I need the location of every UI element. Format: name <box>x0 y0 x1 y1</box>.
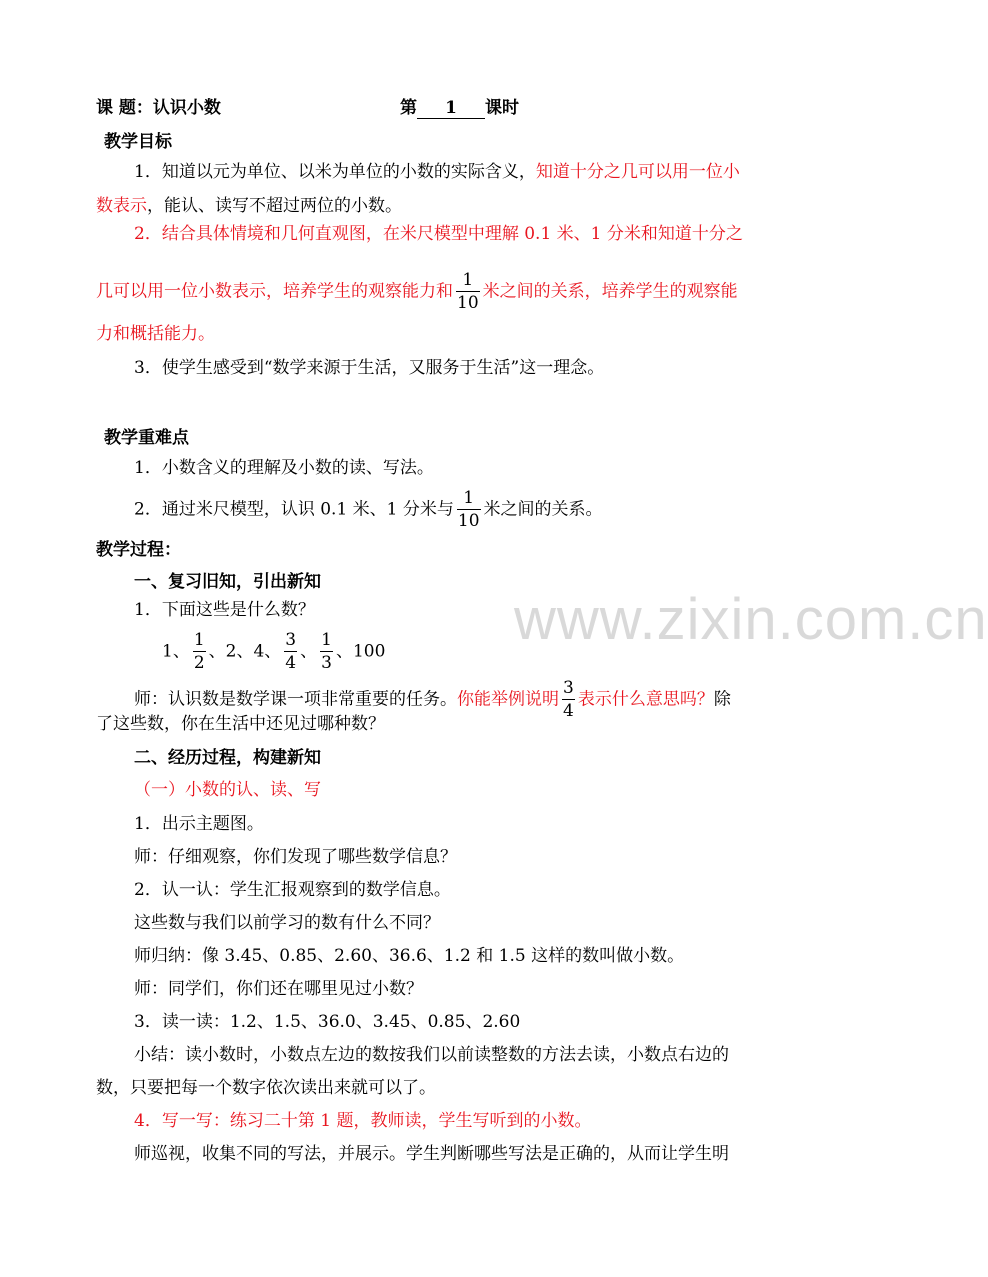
goal-1-line-2 <box>96 194 402 218</box>
teacher-circulate: 师巡视，收集不同的写法，并展示。学生判断哪些写法是正确的，从而让学生明 <box>134 1144 729 1164</box>
fraction-one-half <box>193 632 206 672</box>
goal-1-text: 1．知道以元为单位、以米为单位的小数的实际含义， <box>134 162 536 182</box>
fraction-one-tenth <box>456 272 480 312</box>
fraction-denominator: 4 <box>285 653 297 673</box>
fraction-denominator: 2 <box>193 653 205 673</box>
teacher-highlight: 你能举例说明 <box>457 689 559 710</box>
question-1: 1．下面这些是什么数？ <box>134 600 315 620</box>
step-1: 1．出示主题图。 <box>134 814 264 834</box>
goal-1-text-cont: ，能认、读写不超过两位的小数。 <box>147 196 402 216</box>
goals-heading: 教学目标 <box>104 132 172 152</box>
goal-2-text-cont: 米之间的关系，培养学生的观察能 <box>482 281 738 302</box>
goal-2-line-1: 2．结合具体情境和几何直观图，在米尺模型中理解 0.1 米、1 分米和知道十分之 <box>134 224 743 244</box>
goal-1-highlight: 知道十分之几可以用一位小 <box>535 162 740 182</box>
teacher-text-cont: 除 <box>713 689 731 710</box>
teacher-highlight-cont: 表示什么意思吗？ <box>577 689 714 710</box>
number-item: 、100 <box>335 641 386 662</box>
summary-line-1: 小结：读小数时，小数点左边的数按我们以前读整数的方法去读，小数点右边的 <box>134 1045 729 1065</box>
lesson-suffix: 课时 <box>485 98 519 118</box>
number-item: 、2、4、 <box>208 641 282 662</box>
watermark: www.zixin.com.cn <box>514 587 988 652</box>
lesson-title-label: 课 题：认识小数 <box>96 98 221 118</box>
fraction-denominator: 10 <box>457 511 480 531</box>
lesson-number-line <box>400 96 519 120</box>
number-list <box>162 632 385 672</box>
lesson-title <box>96 96 221 120</box>
step-2: 2．认一认：学生汇报观察到的数学信息。 <box>134 880 451 900</box>
fraction-numerator: 1 <box>321 630 332 650</box>
question-difference: 这些数与我们以前学习的数有什么不同？ <box>134 913 440 933</box>
fraction-numerator: 1 <box>462 270 474 290</box>
section-1-heading: 一、复习旧知，引出新知 <box>134 572 321 592</box>
fraction-denominator: 3 <box>321 653 332 673</box>
goal-2-line-3: 力和概括能力。 <box>96 324 215 344</box>
goal-3: 3．使学生感受到“数学来源于生活，又服务于生活”这一理念。 <box>134 358 605 378</box>
step-3: 3．读一读：1.2、1.5、36.0、3.45、0.85、2.60 <box>134 1012 521 1032</box>
keypoint-2 <box>134 490 603 530</box>
fraction-numerator: 3 <box>563 678 574 698</box>
keypoint-1: 1．小数含义的理解及小数的读、写法。 <box>134 458 434 478</box>
teacher-question-2: 师：同学们，你们还在哪里见过小数？ <box>134 979 423 999</box>
teacher-line-2: 了这些数，你在生活中还见过哪种数？ <box>96 714 385 734</box>
lesson-prefix: 第 <box>400 98 417 118</box>
fraction-denominator: 4 <box>563 701 574 721</box>
subsection-1-heading: （一）小数的认、读、写 <box>134 780 321 800</box>
fraction-numerator: 1 <box>463 488 475 508</box>
section-2-heading: 二、经历过程，构建新知 <box>134 748 321 768</box>
fraction-numerator: 3 <box>285 630 297 650</box>
keypoints-heading: 教学重难点 <box>104 428 189 448</box>
teacher-question: 师：仔细观察，你们发现了哪些数学信息？ <box>134 847 457 867</box>
goal-1-line-1 <box>134 160 740 184</box>
number-item: 1、 <box>162 641 190 662</box>
teacher-summary: 师归纳：像 3.45、0.85、2.60、36.6、1.2 和 1.5 这样的数叫做小数。 <box>134 946 685 966</box>
goal-2-line-2 <box>96 272 738 312</box>
keypoint-2-text: 2．通过米尺模型，认识 0.1 米、1 分米与 <box>134 499 454 520</box>
teacher-text: 师：认识数是数学课一项非常重要的任务。 <box>134 689 457 710</box>
goal-1-highlight-cont: 数表示 <box>96 196 147 216</box>
lesson-number: 1 <box>417 98 485 119</box>
fraction-one-third <box>320 632 333 672</box>
fraction-numerator: 1 <box>193 630 205 650</box>
number-item: 、 <box>300 641 318 662</box>
step-4: 4．写一写：练习二十第 1 题，教师读，学生写听到的小数。 <box>134 1111 592 1131</box>
process-heading: 教学过程： <box>96 540 181 560</box>
keypoint-2-text-cont: 米之间的关系。 <box>483 499 603 520</box>
fraction-one-tenth <box>457 490 481 530</box>
goal-2-text: 几可以用一位小数表示，培养学生的观察能力和 <box>96 281 453 302</box>
summary-line-2: 数，只要把每一个数字依次读出来就可以了。 <box>96 1078 436 1098</box>
fraction-three-quarters <box>562 680 575 720</box>
fraction-denominator: 10 <box>457 293 479 313</box>
fraction-three-quarters <box>284 632 297 672</box>
